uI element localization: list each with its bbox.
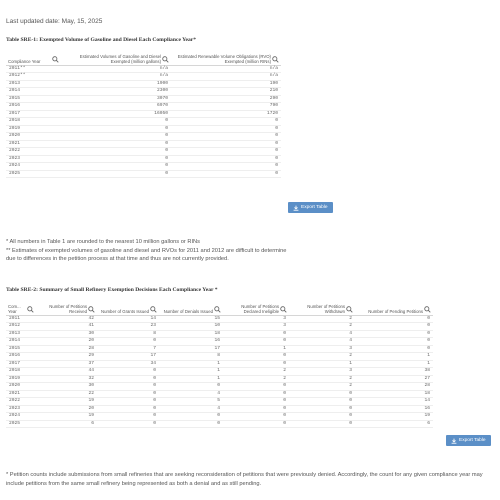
table-cell: 290 xyxy=(171,95,281,103)
table2 xyxy=(6,298,433,428)
table-cell: 38 xyxy=(355,368,433,376)
table-cell: 0 xyxy=(61,118,171,126)
table-cell: 19 xyxy=(36,413,97,421)
export-table-label: Export Table xyxy=(459,438,486,443)
table-cell: 2 xyxy=(223,375,289,383)
table-cell: 27 xyxy=(355,375,433,383)
table-cell: 0 xyxy=(355,345,433,353)
table-cell: 0 xyxy=(61,155,171,163)
table-cell: 0 xyxy=(289,390,355,398)
table-cell: 2020 xyxy=(6,133,61,141)
table-cell: 5 xyxy=(159,398,223,406)
table-cell: 2023 xyxy=(6,155,61,163)
table-cell: 0 xyxy=(97,405,159,413)
table-cell: 20 xyxy=(36,405,97,413)
table-cell: 0 xyxy=(355,315,433,323)
table-cell: 16 xyxy=(159,338,223,346)
table-row xyxy=(6,315,433,323)
table-cell: 0 xyxy=(289,420,355,428)
table-cell: 0 xyxy=(223,383,289,391)
table-cell: 0 xyxy=(223,398,289,406)
table-cell: 0 xyxy=(159,383,223,391)
table-cell: 22 xyxy=(36,390,97,398)
table-cell: 2 xyxy=(289,383,355,391)
table-cell: 6 xyxy=(36,420,97,428)
table-cell: 2017 xyxy=(6,110,61,118)
table1-notes xyxy=(6,238,291,264)
table-cell: 1720 xyxy=(171,110,281,118)
search-icon[interactable] xyxy=(150,306,157,313)
table-cell: 3 xyxy=(289,368,355,376)
table-cell: 2014 xyxy=(6,88,61,96)
search-icon[interactable] xyxy=(27,306,34,313)
table2-header-ineligible[interactable]: Number of Petitions Declared Ineligible xyxy=(223,298,289,315)
table-cell: 0 xyxy=(97,375,159,383)
table-cell: 2024 xyxy=(6,413,36,421)
table-row xyxy=(6,330,433,338)
table-cell: 2017 xyxy=(6,360,36,368)
table-cell: 0 xyxy=(171,140,281,148)
table-cell: 2019 xyxy=(6,375,36,383)
table-row xyxy=(6,353,433,361)
table-cell: 2018 xyxy=(6,368,36,376)
table-cell: 2022 xyxy=(6,148,61,156)
table-row xyxy=(6,413,433,421)
table-row xyxy=(6,163,281,171)
table-cell: 0 xyxy=(223,360,289,368)
table-cell: 44 xyxy=(36,368,97,376)
table-row xyxy=(6,73,281,81)
search-icon[interactable] xyxy=(280,306,287,313)
table-cell: 2011 xyxy=(6,315,36,323)
table-cell: 0 xyxy=(355,330,433,338)
table-cell: 1900 xyxy=(61,80,171,88)
table-cell: 2021 xyxy=(6,140,61,148)
table-cell: 2011** xyxy=(6,65,61,73)
table1-caption: Table SRE-1: Exempted Volume of Gasoline and Diesel Each Compliance Year* xyxy=(6,37,197,43)
table-cell: 8 xyxy=(97,330,159,338)
table-cell: 28 xyxy=(36,345,97,353)
export-table-label: Export Table xyxy=(301,205,328,210)
table-cell: 2 xyxy=(289,353,355,361)
table-cell: 1 xyxy=(355,360,433,368)
table-row xyxy=(6,360,433,368)
table-row xyxy=(6,155,281,163)
table-cell: 28 xyxy=(355,383,433,391)
table-cell: 2012 xyxy=(6,323,36,331)
table-cell: 0 xyxy=(61,140,171,148)
table-cell: 210 xyxy=(171,88,281,96)
table-row xyxy=(6,80,281,88)
table-row xyxy=(6,368,433,376)
table2-header-withdrawn[interactable]: Number of Petitions Withdrawn xyxy=(289,298,355,315)
table-cell: 6970 xyxy=(61,103,171,111)
table-cell: 19 xyxy=(355,413,433,421)
table-cell: 2018 xyxy=(6,118,61,126)
table-row xyxy=(6,390,433,398)
table-cell: 0 xyxy=(97,398,159,406)
table2-header-denials[interactable]: Number of Denials Issued xyxy=(159,298,223,315)
table-cell: n/a xyxy=(171,65,281,73)
table-cell: 2024 xyxy=(6,163,61,171)
table-cell: 0 xyxy=(223,405,289,413)
table-cell: 0 xyxy=(61,148,171,156)
table-cell: 2015 xyxy=(6,345,36,353)
table-cell: 41 xyxy=(36,323,97,331)
table-row xyxy=(6,65,281,73)
table-cell: 2023 xyxy=(6,405,36,413)
table-cell: 1 xyxy=(355,353,433,361)
table1 xyxy=(6,49,281,178)
table-cell: 0 xyxy=(171,148,281,156)
table-cell: 18 xyxy=(159,330,223,338)
table-cell: 2300 xyxy=(61,88,171,96)
search-icon[interactable] xyxy=(52,56,59,63)
search-icon[interactable] xyxy=(88,306,95,313)
table-cell: 2025 xyxy=(6,170,61,178)
table-row xyxy=(6,125,281,133)
table-cell: 0 xyxy=(171,163,281,171)
table-cell: 0 xyxy=(61,170,171,178)
table2-note: * Petition counts include submissions from small refineries that are seeking reconsideration of petitions that were previously denied. Accordingly, the count for any given compliance year may include petitions from the same small refinery being represented as both a denial and as still pending. xyxy=(6,472,483,487)
export-table-button[interactable] xyxy=(288,202,333,213)
table-cell: 30 xyxy=(36,383,97,391)
table-cell: 0 xyxy=(171,133,281,141)
table-cell: 0 xyxy=(223,353,289,361)
table-cell: 42 xyxy=(36,315,97,323)
table-cell: 0 xyxy=(97,383,159,391)
table-cell: 4 xyxy=(289,338,355,346)
table-row xyxy=(6,95,281,103)
search-icon[interactable] xyxy=(424,306,431,313)
table-cell: 6 xyxy=(355,420,433,428)
table-row xyxy=(6,405,433,413)
table-cell: 2013 xyxy=(6,330,36,338)
table-cell: 0 xyxy=(61,163,171,171)
table-cell: 4 xyxy=(289,330,355,338)
table-cell: 0 xyxy=(97,368,159,376)
table-row xyxy=(6,110,281,118)
table-cell: 4 xyxy=(159,405,223,413)
table-row xyxy=(6,383,433,391)
table-cell: 0 xyxy=(223,413,289,421)
table-cell: 2016 xyxy=(6,353,36,361)
table-cell: 0 xyxy=(171,125,281,133)
table-cell: 0 xyxy=(223,338,289,346)
table-cell: 19 xyxy=(36,398,97,406)
table-row xyxy=(6,88,281,96)
table-cell: 0 xyxy=(355,323,433,331)
search-icon[interactable] xyxy=(346,306,353,313)
table-cell: 2013 xyxy=(6,80,61,88)
table-row xyxy=(6,148,281,156)
table-row xyxy=(6,398,433,406)
table-cell: 4 xyxy=(159,390,223,398)
table-row xyxy=(6,345,433,353)
table1-note-2: ** Estimates of exempted volumes of gasoline and diesel and RVOs for 2011 and 2012 are difficult to determine due to differences in the petition process at that time and thus are not currently provided. xyxy=(6,247,287,263)
table-cell: n/a xyxy=(171,73,281,81)
table-cell: 34 xyxy=(97,360,159,368)
table-cell: 10 xyxy=(159,323,223,331)
table-cell: 3070 xyxy=(61,95,171,103)
table-cell: 2012** xyxy=(6,73,61,81)
download-icon xyxy=(451,438,457,444)
table1-header-rins[interactable]: Estimated Renewable Volume Obligations (RVO) Exempted (million RINs) xyxy=(171,49,281,65)
table-cell: 2022 xyxy=(6,398,36,406)
table-cell: 0 xyxy=(159,413,223,421)
table-cell: 14 xyxy=(97,315,159,323)
table-cell: 2019 xyxy=(6,125,61,133)
table-row xyxy=(6,170,281,178)
table-cell: 32 xyxy=(36,375,97,383)
table-cell: 23 xyxy=(97,323,159,331)
table-cell: 0 xyxy=(223,390,289,398)
table-cell: 2 xyxy=(289,375,355,383)
table-cell: 16 xyxy=(355,405,433,413)
search-icon[interactable] xyxy=(272,56,279,63)
table1-note-1: * All numbers in Table 1 are rounded to the nearest 10 million gallons or RINs xyxy=(6,239,201,245)
table-cell: 190 xyxy=(171,80,281,88)
table-cell: 29 xyxy=(36,353,97,361)
table-cell: 0 xyxy=(97,420,159,428)
table-cell: 2 xyxy=(289,323,355,331)
table-cell: 0 xyxy=(289,398,355,406)
table-row xyxy=(6,323,433,331)
table-cell: 2025 xyxy=(6,420,36,428)
table-row xyxy=(6,375,433,383)
table-cell: 16050 xyxy=(61,110,171,118)
last-updated-text: Last updated date: May, 15, 2025 xyxy=(6,18,103,25)
table-cell: 2020 xyxy=(6,383,36,391)
search-icon[interactable] xyxy=(214,306,221,313)
table1-header-gallons[interactable]: Estimated Volumes of Gasoline and Diesel Exempted (million gallons) xyxy=(61,49,171,65)
table-cell: 14 xyxy=(355,398,433,406)
table-row xyxy=(6,118,281,126)
table-cell: 0 xyxy=(171,118,281,126)
table-cell: 3 xyxy=(223,323,289,331)
table-cell: 2014 xyxy=(6,338,36,346)
export-table-button[interactable] xyxy=(446,435,491,446)
table-cell: 2021 xyxy=(6,390,36,398)
table-cell: n/a xyxy=(61,65,171,73)
table2-header-pending[interactable]: Number of Pending Petitions xyxy=(355,298,433,315)
table2-header-year[interactable]: Com... Year xyxy=(6,298,36,315)
table-row xyxy=(6,140,281,148)
table-cell: 1 xyxy=(223,345,289,353)
table-cell: 1 xyxy=(159,368,223,376)
table-cell: 20 xyxy=(36,338,97,346)
table-cell: 30 xyxy=(36,330,97,338)
table-cell: 7 xyxy=(97,345,159,353)
table-row xyxy=(6,133,281,141)
table-cell: 0 xyxy=(97,413,159,421)
table-cell: 0 xyxy=(223,330,289,338)
table-cell: 0 xyxy=(289,413,355,421)
table-cell: 2 xyxy=(289,315,355,323)
table-row xyxy=(6,338,433,346)
table-cell: 0 xyxy=(61,133,171,141)
table-cell: 0 xyxy=(355,338,433,346)
table-cell: 0 xyxy=(159,420,223,428)
table-cell: 0 xyxy=(97,338,159,346)
table-cell: 18 xyxy=(355,390,433,398)
download-icon xyxy=(293,205,299,211)
table-row xyxy=(6,420,433,428)
table1-header-year[interactable]: Compliance Year xyxy=(6,49,61,65)
table-cell: 37 xyxy=(36,360,97,368)
table-cell: 3 xyxy=(289,345,355,353)
table-cell: 0 xyxy=(171,155,281,163)
table-cell: 1 xyxy=(289,360,355,368)
table-cell: 2016 xyxy=(6,103,61,111)
table-cell: 15 xyxy=(159,315,223,323)
table-cell: 0 xyxy=(289,405,355,413)
table-cell: n/a xyxy=(61,73,171,81)
table-cell: 0 xyxy=(223,420,289,428)
table2-header-received[interactable]: Number of Petitions Received xyxy=(36,298,97,315)
table-cell: 0 xyxy=(171,170,281,178)
table-cell: 8 xyxy=(159,353,223,361)
table-cell: 17 xyxy=(159,345,223,353)
search-icon[interactable] xyxy=(162,56,169,63)
table-cell: 3 xyxy=(223,315,289,323)
table-cell: 790 xyxy=(171,103,281,111)
table-cell: 2 xyxy=(223,368,289,376)
table-cell: 1 xyxy=(159,375,223,383)
table-cell: 0 xyxy=(61,125,171,133)
table-cell: 2015 xyxy=(6,95,61,103)
table2-header-grants[interactable]: Number of Grants Issued xyxy=(97,298,159,315)
table-cell: 1 xyxy=(159,360,223,368)
table-cell: 17 xyxy=(97,353,159,361)
table-row xyxy=(6,103,281,111)
table2-caption: Table SRE-2: Summary of Small Refinery Exemption Decisions Each Compliance Year * xyxy=(6,287,218,293)
table-cell: 0 xyxy=(97,390,159,398)
